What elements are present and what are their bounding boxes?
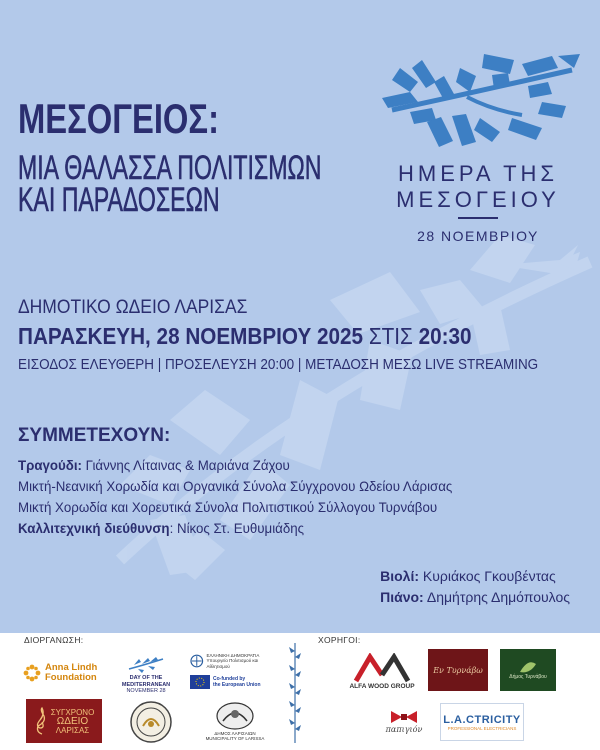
bow-tie-icon [389, 709, 419, 725]
soloists [380, 566, 570, 608]
en-tyrnavo-text: Εν Τυρνάβω [433, 665, 483, 675]
day-med-line-1: DAY OF THE [129, 675, 163, 682]
event-venue: ΔΗΜΟΤΙΚΟ ΩΔΕΙΟ ΛΑΡΙΣΑΣ [18, 297, 248, 318]
anna-lindh-line-1: Anna Lindh [45, 662, 98, 673]
participants-credits [18, 455, 452, 539]
en-tyrnavo-logo [428, 649, 488, 691]
conservatory-line-2: ΩΔΕΙΟ [56, 715, 89, 727]
credit-song-label: Τραγούδι: [18, 457, 82, 473]
event-at-word: ΣΤΙΣ [368, 323, 413, 349]
title-line-2: ΜΙΑ ΘΑΛΑΣΣΑ ΠΟΛΙΤΙΣΜΩΝ [18, 149, 322, 187]
anna-lindh-foundation-logo [22, 653, 104, 693]
day-med-line-2: MEDITERRANEAN [121, 681, 171, 688]
municipality-emblem-icon [215, 701, 255, 731]
day-date: 28 ΝΟΕΜΒΡΙΟΥ [417, 228, 539, 244]
hellenic-line-1: ΕΛΛΗΝΙΚΗ ΔΗΜΟΚΡΑΤΙΑ [206, 652, 260, 658]
eu-flag-icon [190, 675, 210, 689]
organic-brand-logo [500, 649, 556, 691]
credit-song [18, 455, 452, 476]
organizers-label: ΔΙΟΡΓΑΝΩΣΗ: [24, 635, 84, 645]
municipality-larissa-logo [200, 697, 270, 745]
event-datetime [18, 323, 472, 350]
participants-heading: ΣΥΜΜΕΤΕΧΟΥΝ: [18, 425, 171, 446]
sponsors-footer [0, 633, 600, 750]
lactricity-logo [440, 703, 524, 741]
conservatory-line-3: ΛΑΡΙΣΑΣ [55, 725, 90, 735]
papillon-logo [376, 699, 432, 743]
credit-violin [380, 566, 570, 587]
hellenic-ministry-logo [190, 651, 280, 671]
municipality-line-1: ΔΗΜΟΣ ΛΑΡΙΣΑΙΩΝ [214, 730, 256, 736]
conservatory-line-1: ΣΥΓΧΡΟΝΟ [50, 707, 95, 717]
alfa-wood-text: ALFA WOOD GROUP [349, 682, 415, 690]
greek-emblem-icon [190, 654, 204, 668]
day-title-divider [458, 217, 498, 219]
credit-song-value: Γιάννης Λίταινας & Μαριάνα Ζάχου [81, 457, 290, 473]
credit-direction-value: : Νίκος Στ. Ευθυμιάδης [169, 520, 305, 536]
title-line-1: ΜΕΣΟΓΕΙΟΣ: [18, 95, 219, 142]
cultural-association-seal [128, 699, 174, 745]
credit-violin-label: Βιολί: [380, 568, 419, 584]
seal-icon [129, 700, 173, 744]
credit-direction-label: Καλλιτεχνική διεύθυνση [18, 520, 170, 536]
day-of-mediterranean-title [368, 161, 588, 213]
alfa-wood-group-logo [346, 649, 418, 693]
day-of-mediterranean-logo [115, 645, 177, 705]
credit-violin-value: Κυριάκος Γκουβέντας [419, 568, 556, 584]
event-info: ΕΙΣΟΔΟΣ ΕΛΕΥΘΕΡΗ | ΠΡΟΣΕΛΕΥΣΗ 20:00 | ΜΕΤΑΔΟΣΗ ΜΕΣΩ LIVE STREAMING [18, 357, 539, 373]
conservatory-larissa-logo [26, 699, 102, 743]
event-date: ΠΑΡΑΣΚΕΥΗ, 28 ΝΟΕΜΒΡΙΟΥ 2025 [18, 323, 364, 349]
credit-piano [380, 587, 570, 608]
lactricity-subtext: PROFESSIONAL ELECTRICIANS [447, 725, 517, 731]
hellenic-line-2: Υπουργείο Πολιτισμού και Αθλητισμού [206, 658, 259, 669]
papillon-text: παπιγιόν [385, 724, 423, 734]
eu-line-2: the European Union [213, 682, 261, 688]
anna-lindh-icon [22, 663, 42, 683]
title-line-3: ΚΑΙ ΠΑΡΑΔΟΣΕΩΝ [18, 181, 220, 219]
vertical-olive-branch-icon [288, 641, 302, 745]
credit-direction [18, 518, 452, 539]
olive-branch-icon [372, 50, 592, 160]
anna-lindh-line-2: Foundation [45, 672, 97, 683]
eu-cofunded-logo [190, 673, 280, 691]
sponsors-label: ΧΟΡΗΓΟΙ: [318, 635, 361, 645]
lactricity-text: L.A.CTRICITY [443, 713, 521, 726]
credit-choir-2: Μικτή Χορωδία και Χορευτικά Σύνολα Πολιτιστικού Σύλλογου Τυρνάβου [18, 499, 438, 515]
credit-piano-label: Πιάνο: [380, 589, 424, 605]
event-time: 20:30 [418, 323, 472, 349]
credit-piano-value: Δημήτρης Δημόπουλος [423, 589, 570, 605]
treble-clef-icon [34, 706, 48, 736]
credit-choir-1: Μικτή-Νεανική Χορωδία και Οργανικά Σύνολα Σύγχρονου Ωδείου Λάρισας [18, 478, 453, 494]
municipality-line-2: MUNICIPALITY OF LARISSA [205, 736, 265, 741]
small-olive-branch-icon [126, 655, 166, 675]
leaf-icon [518, 660, 538, 674]
day-title-line-2: ΜΕΣΟΓΕΙΟΥ [396, 187, 560, 212]
day-med-line-3: NOVEMBER 28 [126, 688, 166, 695]
day-title-line-1: ΗΜΕΡΑ ΤΗΣ [397, 161, 559, 186]
eu-line-1: Co-funded by [213, 676, 246, 682]
organic-brand-text: Δήμος Τυρνάβου [509, 674, 547, 680]
alfa-wood-icon [352, 653, 412, 683]
